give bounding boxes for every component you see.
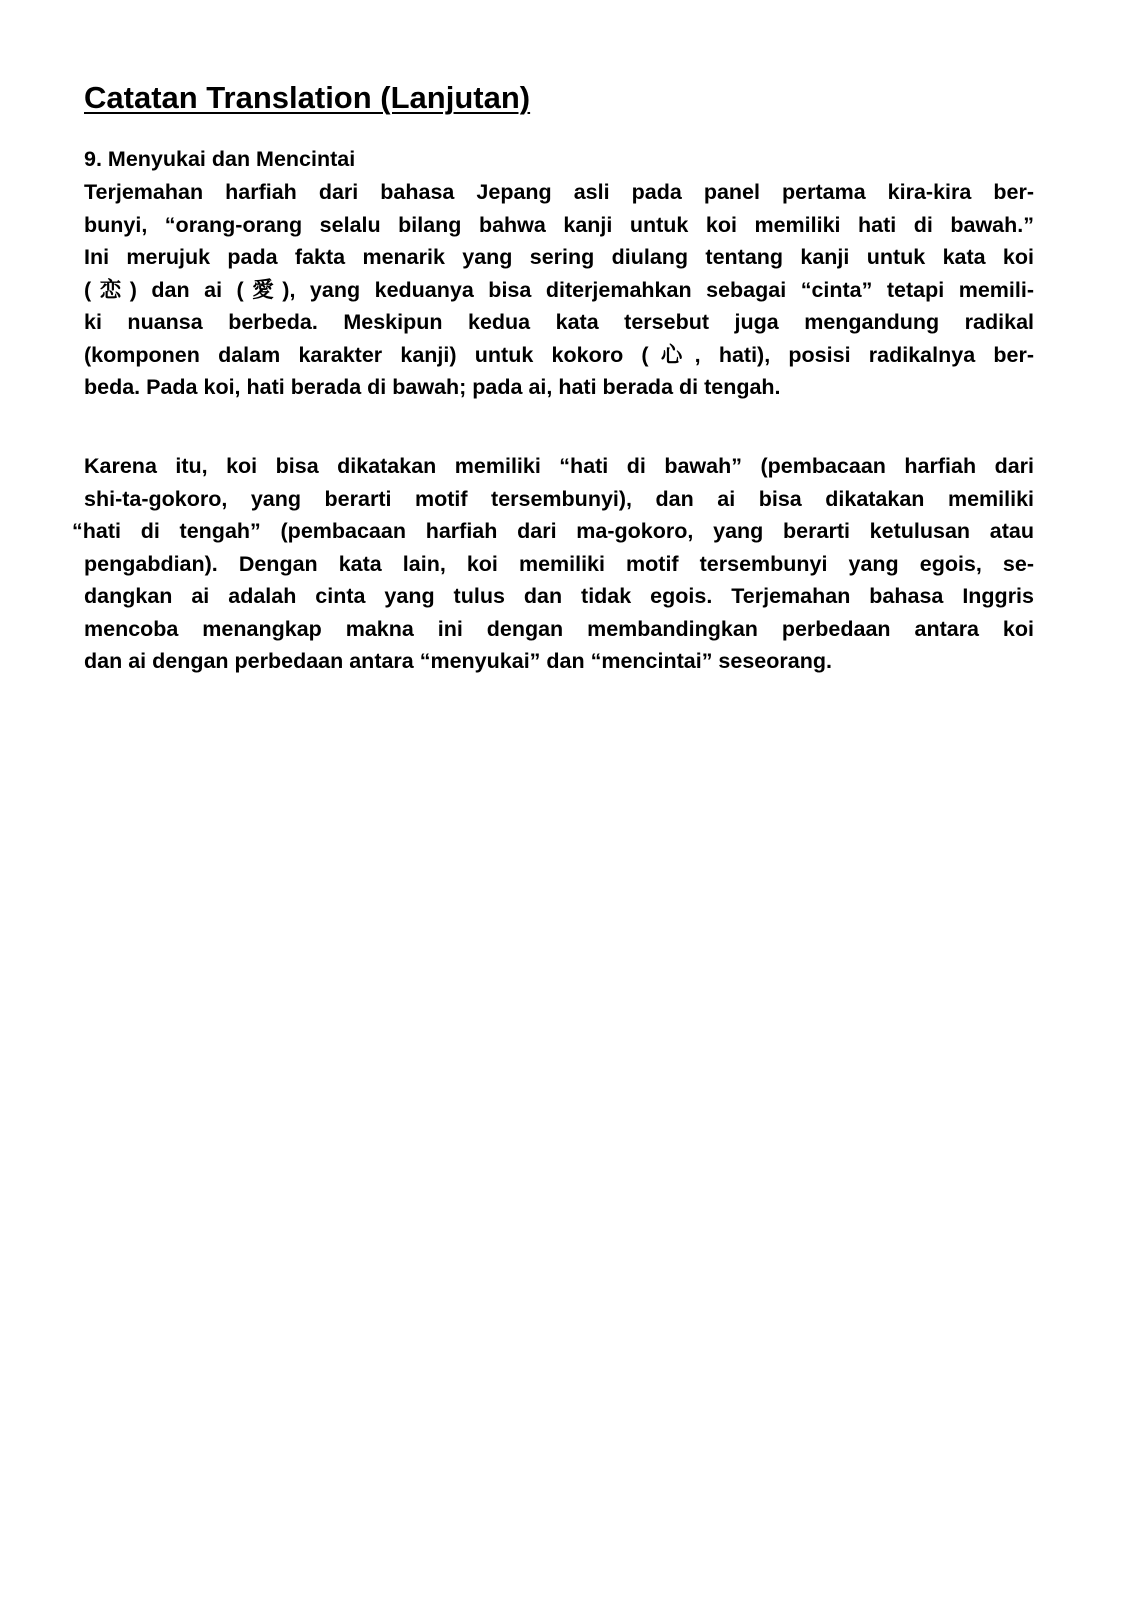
paragraph-line: beda. Pada koi, hati berada di bawah; pada ai, hati berada di tengah. bbox=[84, 375, 781, 399]
paragraph-line: “hati di tengah” (pembacaan harfiah dari ma-gokoro, yang berarti ketulusan atau bbox=[72, 519, 1034, 543]
paragraph-line: Karena itu, koi bisa dikatakan memiliki “hati di bawah” (pembacaan harfiah dari bbox=[84, 454, 1034, 478]
paragraph-line: Ini merujuk pada fakta menarik yang sering diulang tentang kanji untuk kata koi bbox=[84, 245, 1034, 269]
paragraph-line: Terjemahan harfiah dari bahasa Jepang asli pada panel pertama kira-kira ber- bbox=[84, 180, 1034, 204]
paragraph-line: (恋) dan ai (愛), yang keduanya bisa diterjemahkan sebagai “cinta” tetapi memili- bbox=[84, 277, 1034, 302]
paragraph-2 bbox=[72, 450, 1034, 678]
paragraph-line: (komponen dalam karakter kanji) untuk kokoro (心, hati), posisi radikalnya ber- bbox=[84, 342, 1034, 367]
paragraph-line: bunyi, “orang-orang selalu bilang bahwa kanji untuk koi memiliki hati di bawah.” bbox=[84, 212, 1034, 237]
paragraph-line: ki nuansa berbeda. Meskipun kedua kata tersebut juga mengandung radikal bbox=[84, 310, 1034, 334]
paragraph-line: dangkan ai adalah cinta yang tulus dan tidak egois. Terjemahan bahasa Inggris bbox=[84, 584, 1034, 608]
paragraph-line: pengabdian). Dengan kata lain, koi memiliki motif tersembunyi yang egois, se- bbox=[84, 551, 1034, 576]
paragraph-line: mencoba menangkap makna ini dengan membandingkan perbedaan antara koi bbox=[84, 616, 1034, 641]
section-heading: 9. Menyukai dan Mencintai bbox=[84, 147, 356, 171]
paragraph-line: dan ai dengan perbedaan antara “menyukai” dan “mencintai” seseorang. bbox=[84, 649, 832, 673]
page-title: Catatan Translation (Lanjutan) bbox=[84, 80, 531, 115]
paragraph-line: shi-ta-gokoro, yang berarti motif tersembunyi), dan ai bisa dikatakan memiliki bbox=[84, 486, 1034, 511]
paragraph-1 bbox=[84, 176, 1034, 404]
